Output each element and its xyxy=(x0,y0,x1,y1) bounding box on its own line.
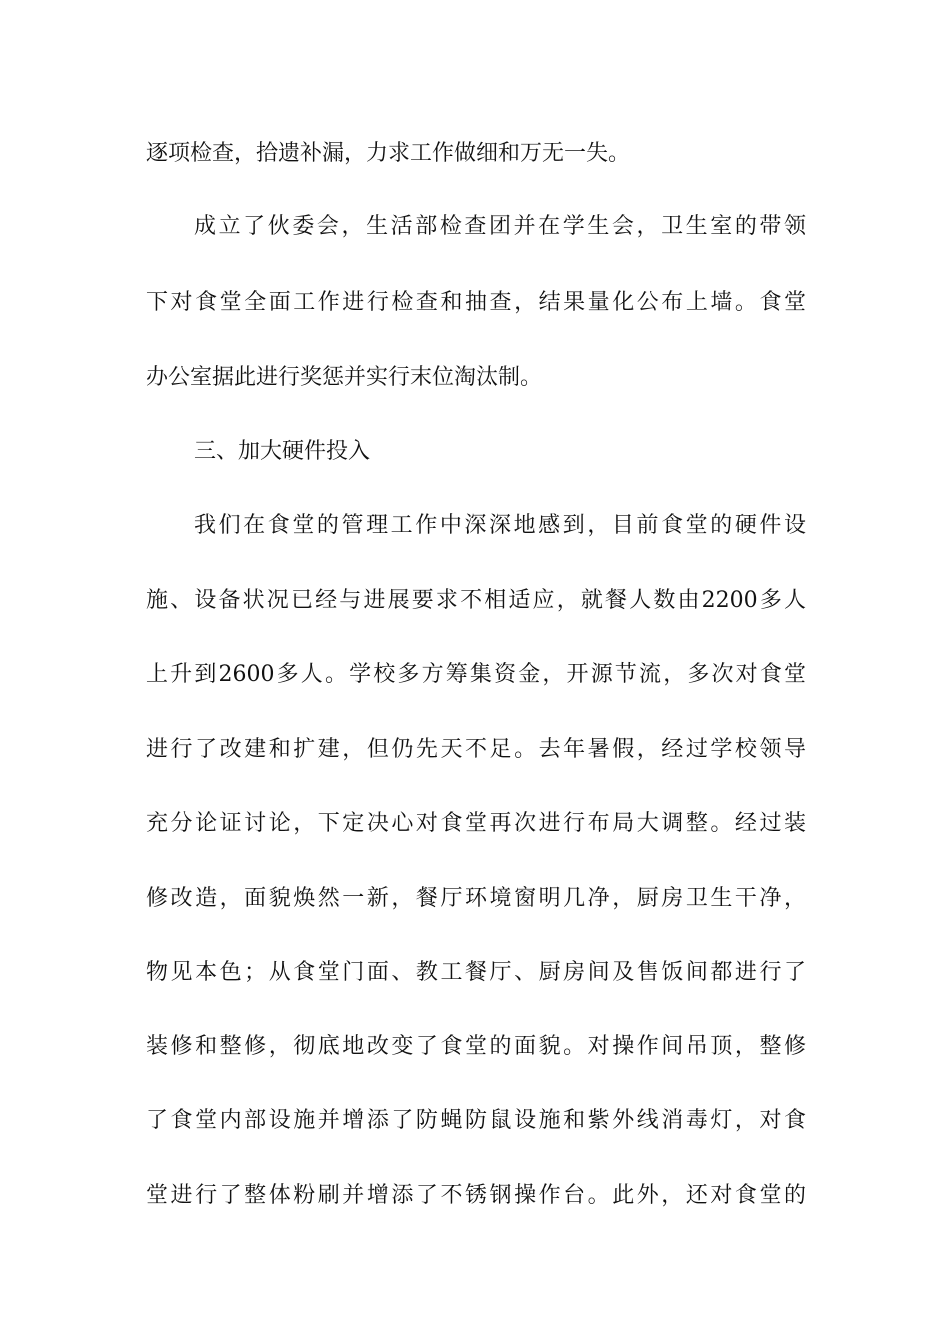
paragraph-3-line-4: 进行了改建和扩建，但仍先天不足。去年暑假，经过学校领导 xyxy=(146,737,806,762)
paragraph-3-line-5: 充分论证讨论，下定决心对食堂再次进行布局大调整。经过装 xyxy=(146,811,806,836)
paragraph-3-line-1: 我们在食堂的管理工作中深深地感到，目前食堂的硬件设 xyxy=(194,513,806,538)
paragraph-1-line-1: 逐项检查，拾遗补漏，力求工作做细和万无一失。 xyxy=(146,141,631,166)
paragraph-3-line-6: 修改造，面貌焕然一新，餐厅环境窗明几净，厨房卫生干净， xyxy=(146,886,806,911)
paragraph-3-line-2: 施、设备状况已经与进展要求不相适应，就餐人数由2200多人 xyxy=(146,588,806,613)
paragraph-3-line-8: 装修和整修，彻底地改变了食堂的面貌。对操作间吊顶，整修 xyxy=(146,1034,806,1059)
section-heading: 三、加大硬件投入 xyxy=(194,439,371,464)
paragraph-2-line-2: 下对食堂全面工作进行检查和抽查，结果量化公布上墙。食堂 xyxy=(146,290,806,315)
paragraph-2-line-3: 办公室据此进行奖惩并实行末位淘汰制。 xyxy=(146,365,543,390)
paragraph-3-line-3: 上升到2600多人。学校多方筹集资金，开源节流，多次对食堂 xyxy=(146,662,806,687)
paragraph-2-line-1: 成立了伙委会，生活部检查团并在学生会，卫生室的带领 xyxy=(194,214,806,239)
paragraph-3-line-10: 堂进行了整体粉刷并增添了不锈钢操作台。此外，还对食堂的 xyxy=(146,1183,806,1208)
paragraph-3-line-9: 了食堂内部设施并增添了防蝇防鼠设施和紫外线消毒灯，对食 xyxy=(146,1108,806,1133)
paragraph-3-line-7: 物见本色；从食堂门面、教工餐厅、厨房间及售饭间都进行了 xyxy=(146,960,806,985)
